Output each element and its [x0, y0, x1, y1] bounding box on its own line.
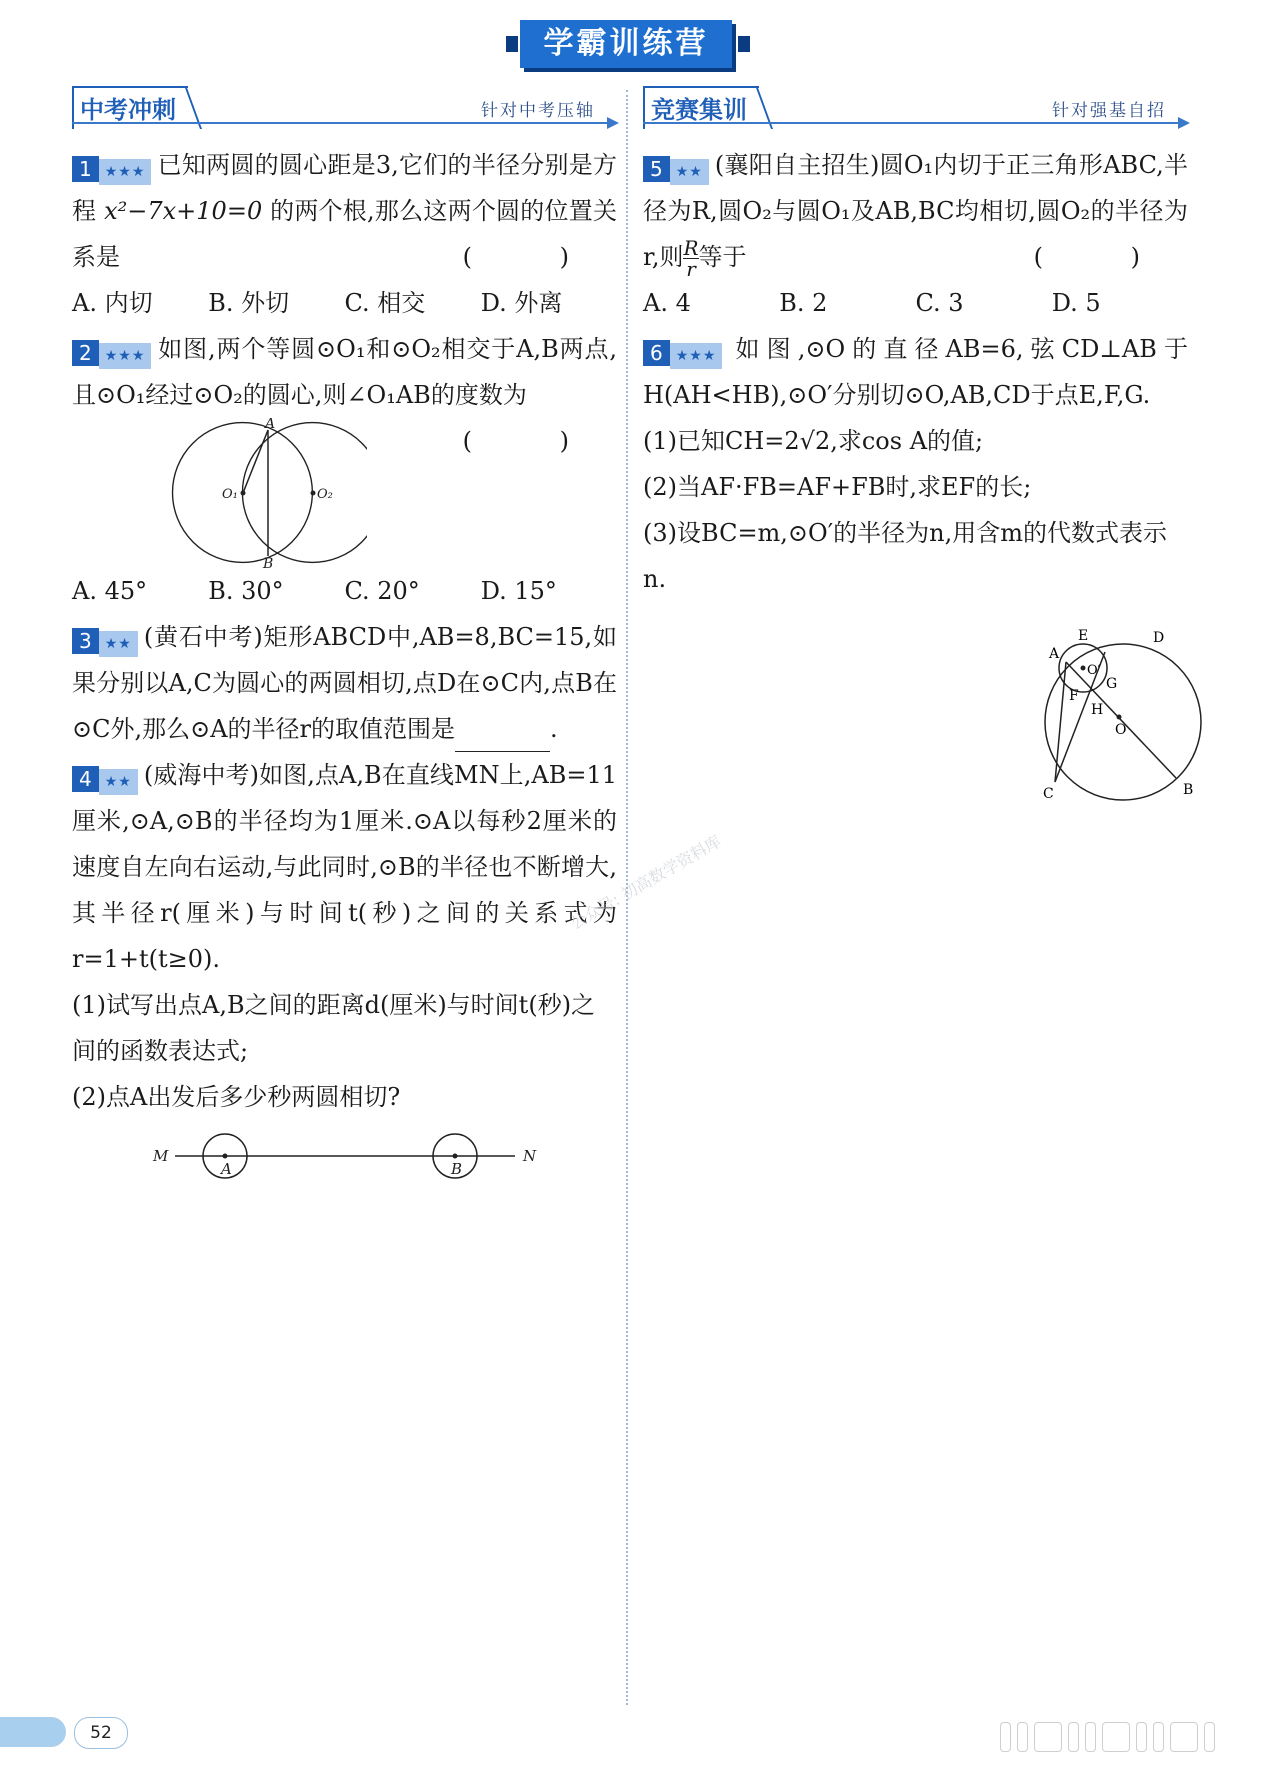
option-d: D. 15° — [480, 577, 557, 605]
label-a: A — [1049, 646, 1060, 662]
section-rule — [643, 122, 1180, 124]
option-b: B. 2 — [779, 289, 828, 317]
fill-in-blank — [455, 721, 550, 752]
difficulty-stars-icon: ★★ — [99, 631, 138, 657]
question-6: 6 ★★★ 如图,⊙O的直径AB=6,弦CD⊥AB于H(AH<HB),⊙O′分别切⊙O,AB,CD于点E,F,G. — [643, 335, 1188, 409]
label-m: M — [152, 1147, 168, 1165]
difficulty-stars-icon: ★★ — [99, 769, 138, 795]
left-column — [72, 86, 617, 1196]
sub-question-1: (1)已知CH=2√2,求cos A的值; — [643, 427, 984, 455]
question-number-badge: 6 ★★★ — [643, 340, 722, 366]
two-circles-figure — [167, 418, 367, 568]
circle-chord-figure — [1003, 622, 1223, 822]
label-o-prime: O′ — [1087, 663, 1101, 678]
footer-accent-bar — [0, 1717, 66, 1747]
section-header-right — [643, 86, 1188, 128]
question-number-badge: 2 ★★★ — [72, 340, 151, 366]
option-b: B. 外切 — [208, 289, 290, 317]
question-number-badge: 4 ★★ — [72, 766, 138, 792]
question-number-badge: 5 ★★ — [643, 156, 709, 182]
sub-question-2: (2)当AF·FB=AF+FB时,求EF的长; — [643, 473, 1032, 501]
label-a: A — [220, 1160, 232, 1178]
label-b: B — [1183, 782, 1194, 798]
section-subtitle: 针对中考压轴 — [481, 101, 595, 121]
label-g: G — [1106, 676, 1118, 692]
option-a: A. 内切 — [72, 289, 153, 317]
label-o: O — [1115, 722, 1127, 738]
sub-question-1: (1)试写出点A,B之间的距离d(厘米)与时间t(秒)之间的函数表达式; — [72, 991, 596, 1065]
label-n: N — [522, 1147, 536, 1165]
label-d: D — [1153, 630, 1165, 646]
label-b: B — [263, 556, 274, 568]
watermark-bars — [1000, 1722, 1215, 1752]
question-number-badge: 3 ★★ — [72, 628, 138, 654]
answer-parentheses: ( ) — [462, 427, 609, 455]
section-header-left — [72, 86, 617, 128]
label-b: B — [450, 1160, 462, 1178]
label-f: F — [1069, 688, 1079, 704]
label-e: E — [1078, 628, 1089, 644]
options-q1 — [72, 280, 617, 326]
option-b: B. 30° — [208, 577, 284, 605]
section-subtitle: 针对强基自招 — [1052, 101, 1166, 121]
option-c: C. 3 — [915, 289, 964, 317]
question-1: 1 ★★★ 已知两圆的圆心距是3,它们的半径分别是方程 x²−7x+10=0 的两个根,那么这两个圆的位置关系是 ( ) — [72, 142, 617, 280]
label-c: C — [1043, 786, 1054, 802]
answer-parentheses: ( ) — [1033, 243, 1180, 271]
sub-question-3: (3)设BC=m,⊙O′的半径为n,用含m的代数式表示n. — [643, 519, 1168, 593]
option-d: D. 5 — [1051, 289, 1101, 317]
difficulty-stars-icon: ★★★ — [670, 343, 723, 369]
question-2: 2 ★★★ 如图,两个等圆⊙O₁和⊙O₂相交于A,B两点,且⊙O₁经过⊙O₂的圆心,则∠O₁AB的度数为 ( ) — [72, 326, 617, 418]
option-c: C. 相交 — [344, 289, 426, 317]
options-q5 — [643, 280, 1188, 326]
fraction-r-over-r: $\frac{R}{r}$ — [683, 236, 699, 281]
label-h: H — [1091, 702, 1104, 718]
label-o2: O₂ — [317, 487, 334, 502]
question-5: 5 ★★ (襄阳自主招生)圆O₁内切于正三角形ABC,半径为R,圆O₂与圆O₁及AB,BC均相切,圆O₂的半径为r,则 $\frac{R}{r}$ 等于 ( ) — [643, 151, 1188, 281]
difficulty-stars-icon: ★★★ — [99, 343, 152, 369]
section-title: 中考冲刺 — [72, 86, 188, 129]
banner-title: 学霸训练营 — [520, 20, 732, 68]
page-number: 52 — [74, 1717, 128, 1749]
answer-parentheses: ( ) — [462, 243, 609, 271]
difficulty-stars-icon: ★★★ — [99, 159, 152, 185]
equation: x²−7x+10=0 — [104, 197, 263, 225]
section-title: 竞赛集训 — [643, 86, 759, 129]
section-rule — [72, 122, 609, 124]
option-c: C. 20° — [344, 577, 420, 605]
right-column — [643, 86, 1194, 822]
label-o1: O₁ — [222, 487, 239, 502]
option-a: A. 45° — [72, 577, 148, 605]
question-3: 3 ★★ (黄石中考)矩形ABCD中,AB=8,BC=15,如果分别以A,C为圆心的两圆相切,点D在⊙C内,点B在⊙C外,那么⊙A的半径r的取值范围是 . — [72, 614, 617, 752]
difficulty-stars-icon: ★★ — [670, 159, 709, 185]
label-a: A — [265, 418, 276, 432]
question-4: 4 ★★ (威海中考)如图,点A,B在直线MN上,AB=11厘米,⊙A,⊙B的半径均为1厘米.⊙A以每秒2厘米的速度自左向右运动,与此同时,⊙B的半径也不断增大,其半径r(厘米)与时间t(秒)之间的关系式为r=1+t(t≥0). — [72, 761, 617, 973]
watermark: 公众号: 初高数学资料库 — [567, 831, 725, 934]
options-q2 — [72, 568, 617, 614]
option-d: D. 外离 — [480, 289, 563, 317]
question-number-badge: 1 ★★★ — [72, 156, 151, 182]
sub-question-2: (2)点A出发后多少秒两圆相切? — [72, 1083, 401, 1111]
line-mn-figure — [145, 1126, 545, 1196]
option-a: A. 4 — [643, 289, 691, 317]
